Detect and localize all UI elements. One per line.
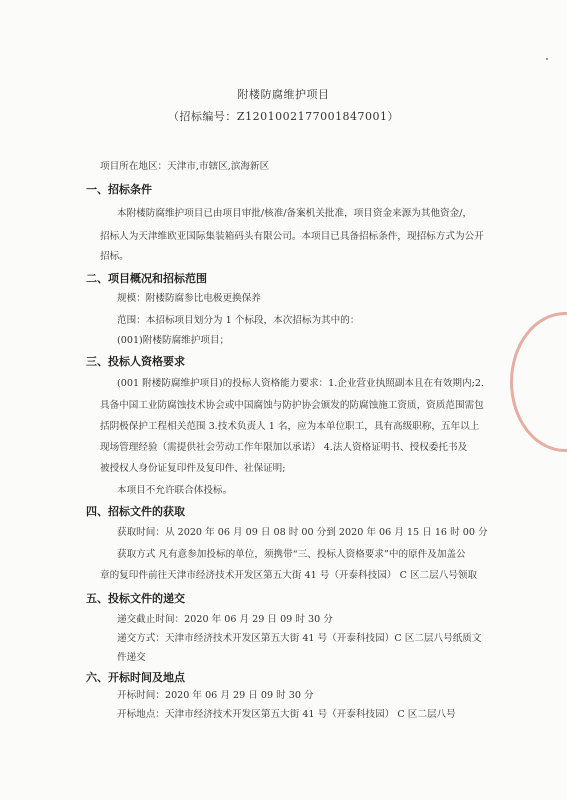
section-heading-1: 一、招标条件 [86, 183, 152, 196]
section-1-line-2: 招标人为天津维欧亚国际集装箱码头有限公司。本项目已具备招标条件，现招标方式为公开 [100, 231, 484, 242]
section-heading-2: 二、项目概况和招标范围 [86, 272, 207, 285]
section-4-line-1: 获取时间：从 2020 年 06 月 09 日 08 时 00 分到 2020 年 06 月 15 日 16 时 00 分 [117, 527, 488, 538]
section-5-line-2: 递交方式：天津市经济技术开发区第五大街 41 号（开泰科技园）C 区二层八号纸质文 [117, 633, 482, 644]
section-heading-3: 三、投标人资格要求 [86, 355, 185, 368]
section-4-line-2: 获取方式 凡有意参加投标的单位，须携带“三、投标人资格要求”中的原件及加盖公 [117, 549, 466, 560]
section-2-line-3: (001)附楼防腐维护项目； [117, 335, 230, 346]
section-1-line-3: 招标。 [100, 251, 129, 262]
section-6-line-1: 开标时间：2020 年 06 月 29 日 09 时 30 分 [117, 690, 314, 701]
document-title: 附楼防腐维护项目 [237, 88, 330, 101]
section-3-line-3: 括阴极保护工程相关范围 3.技术负责人 1 名，应为本单位职工，具有高级职称，五年以上 [100, 421, 480, 432]
section-3-line-2: 具备中国工业防腐蚀技术协会或中国腐蚀与防护协会颁发的防腐蚀施工资质，资质范围需包 [100, 400, 484, 411]
section-5-line-3: 件递交 [117, 652, 146, 663]
section-heading-5: 五、投标文件的递交 [86, 592, 185, 605]
scan-speck [546, 58, 548, 60]
section-3-line-6: 本项目不允许联合体投标。 [117, 485, 233, 496]
section-2-line-2: 范围：本招标项目划分为 1 个标段，本次招标为其中的： [117, 315, 360, 326]
section-3-line-4: 现场管理经验（需提供社会劳动工作年限加以承诺） 4.法人资格证明书、授权委托书及 [100, 442, 468, 453]
company-seal-stamp [510, 312, 567, 452]
section-4-line-3: 章的复印件前往天津市经济技术开发区第五大街 41 号（开泰科技园） C 区二层八号领取 [100, 570, 478, 581]
bid-number: （招标编号：Z1201002177001847001） [167, 110, 400, 123]
section-2-line-1: 规模：附楼防腐参比电极更换保养 [117, 293, 261, 304]
section-heading-4: 四、招标文件的获取 [86, 505, 185, 518]
section-5-line-1: 递交截止时间：2020 年 06 月 29 日 09 时 30 分 [117, 614, 333, 625]
project-location: 项目所在地区：天津市,市辖区,滨海新区 [100, 161, 270, 172]
section-6-line-2: 开标地点：天津市经济技术开发区第五大街 41 号（开泰科技园） C 区二层八号 [117, 709, 456, 720]
section-1-line-1: 本附楼防腐维护项目已由项目审批/核准/备案机关批准，项目资金来源为其他资金/， [117, 208, 473, 219]
section-3-line-5: 被授权人身份证复印件及复印件、社保证明; [100, 463, 286, 474]
section-heading-6: 六、开标时间及地点 [86, 671, 185, 684]
section-3-line-1: (001 附楼防腐维护项目)的投标人资格能力要求：1.企业营业执照副本且在有效期内;2. [117, 378, 484, 389]
